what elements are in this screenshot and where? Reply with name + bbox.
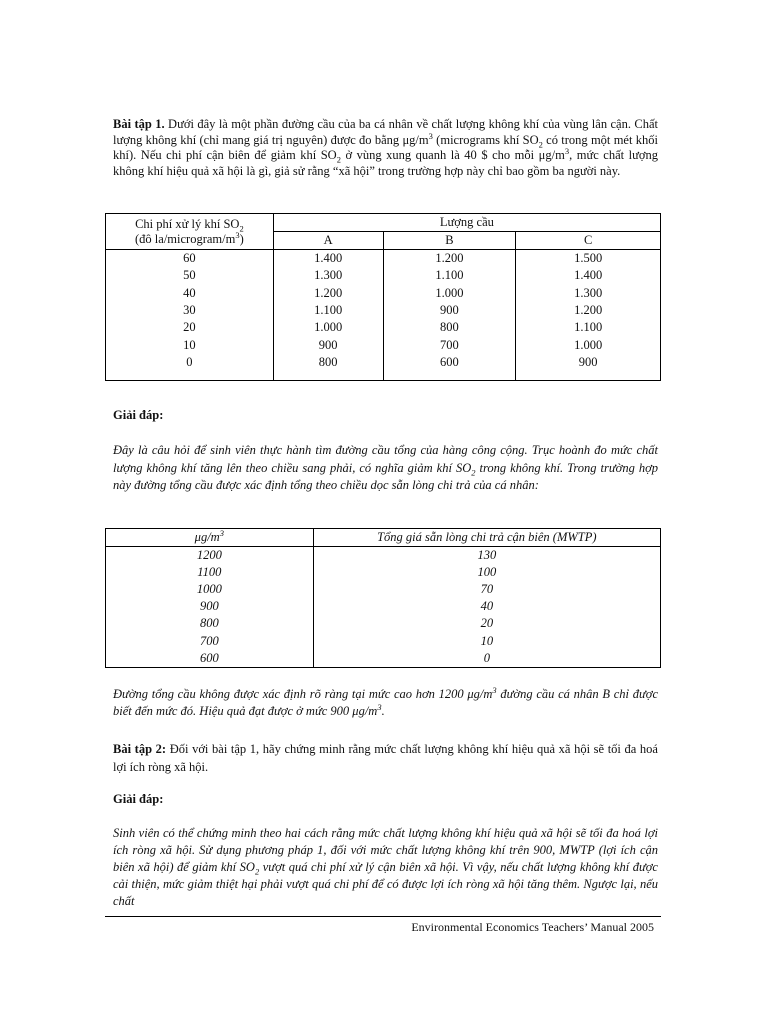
- exercise-1-label: Bài tập 1.: [113, 117, 165, 131]
- exercise-1-text: Bài tập 1. Dưới đây là một phần đường cầu của ba cá nhân về chất lượng không khí của vùng lân cận. Chất lượng không khí (chỉ mang giá trị nguyên) được đo bằng $\mu g/m^3$ (micrograms khí $SO_2$ có trong một mét khối khí). Nếu chi phí cận biên để giảm khí $SO_2$ ở vùng xung quanh là 40 $ cho mỗi $\mu g/m^3$, mức chất lượng không khí hiệu quả xã hội là gì, giả sử rằng “xã hội” trong trường hợp này chỉ bao gồm ba người này.: [113, 117, 658, 178]
- table-cell: 40: [106, 285, 274, 302]
- table-cell: 20: [106, 319, 274, 336]
- table-cell: 900: [383, 302, 516, 319]
- answer-1-heading: Giải đáp:: [113, 408, 164, 422]
- quantity-demanded-header: Lượng cầu: [273, 214, 660, 232]
- table-cell: 30: [106, 302, 274, 319]
- table-cell: 800: [273, 354, 383, 381]
- table-cell: 1.500: [516, 250, 661, 268]
- cost-column-header: Chi phí xử lý khí $SO_2$ (đô $la/microgram/m^3$): [106, 214, 274, 250]
- table-cell: 1.300: [273, 267, 383, 284]
- answer-2-heading: Giải đáp:: [113, 792, 164, 806]
- table-cell: 20: [313, 615, 660, 632]
- answer-2-text: Sinh viên có thể chứng minh theo hai cách rằng mức chất lượng không khí hiệu quả xã hội sẽ tối đa hoá lợi ích ròng xã hội. Sử dụng phương pháp 1, đối với mức chất lượng không khí trên 900, MWTP (lợi ích cận biên xã hội) để giảm khí $SO_2$ vượt quá chi phí xử lý cận biên xã hội. Vì vậy, nếu chất lượng không khí được cải thiện, mức giảm thiệt hại phải vượt quá chi phí để có được lợi ích ròng xã hội tăng thêm. Ngược lại, nếu chất: [113, 826, 658, 908]
- table-cell: 1000: [106, 581, 314, 598]
- table-cell: 1100: [106, 564, 314, 581]
- table-cell: 900: [106, 598, 314, 615]
- col-header-c: C: [516, 232, 661, 250]
- mwtp-header: Tổng giá sẵn lòng chi trả cận biên (MWTP): [313, 529, 660, 547]
- col-header-a: A: [273, 232, 383, 250]
- table-cell: 40: [313, 598, 660, 615]
- mwtp-table: [105, 528, 661, 668]
- answer-1-text: Đây là câu hỏi để sinh viên thực hành tìm đường cầu tổng của hàng công cộng. Trục hoành đo mức chất lượng không khí tăng lên theo chiều sang phải, có nghĩa giảm khí $SO_2$ trong không khí. Trong trường hợp này đường tổng cầu được xác định tổng theo chiều dọc sẵn lòng chi trả của cá nhân:: [113, 443, 658, 492]
- table-cell: 0: [106, 354, 274, 381]
- table-cell: 100: [313, 564, 660, 581]
- table-cell: 1.000: [516, 336, 661, 353]
- table-cell: 1.400: [516, 267, 661, 284]
- table-cell: 1.000: [383, 285, 516, 302]
- page-footer: Environmental Economics Teachers’ Manual 2005: [411, 920, 654, 934]
- table-cell: 10: [313, 632, 660, 649]
- exercise-2-label: Bài tập 2:: [113, 742, 167, 756]
- table-cell: 600: [106, 650, 314, 668]
- aggregate-demand-note: Đường tổng cầu không được xác định rõ ràng tại mức cao hơn 1200 $\mu g/m^3$ đường cầu cá nhân B chỉ được biết đến mức đó. Hiệu quả đạt được ở mức 900 $\mu g/m^3$.: [113, 684, 658, 718]
- table-cell: 50: [106, 267, 274, 284]
- table-cell: 700: [383, 336, 516, 353]
- table-cell: 700: [106, 632, 314, 649]
- table-cell: 800: [383, 319, 516, 336]
- table-cell: 1.100: [273, 302, 383, 319]
- ug-m3-header: $\mu g/m^3$: [106, 529, 314, 547]
- table-cell: 1.000: [273, 319, 383, 336]
- footer-divider: [105, 916, 661, 917]
- table-cell: 1.300: [516, 285, 661, 302]
- col-header-b: B: [383, 232, 516, 250]
- table-cell: 130: [313, 547, 660, 565]
- table-cell: 70: [313, 581, 660, 598]
- exercise-2-text: Bài tập 2: Đối với bài tập 1, hãy chứng minh rằng mức chất lượng không khí hiệu quả xã hội sẽ tối đa hoá lợi ích ròng xã hội.: [113, 742, 658, 774]
- table-cell: 1200: [106, 547, 314, 565]
- table-cell: 900: [273, 336, 383, 353]
- table-cell: 1.200: [383, 250, 516, 268]
- table-cell: 10: [106, 336, 274, 353]
- table-cell: 0: [313, 650, 660, 668]
- table-cell: 1.100: [516, 319, 661, 336]
- table-cell: 900: [516, 354, 661, 381]
- table-cell: 1.400: [273, 250, 383, 268]
- table-cell: 800: [106, 615, 314, 632]
- table-cell: 600: [383, 354, 516, 381]
- table-cell: 1.200: [273, 285, 383, 302]
- table-cell: 1.100: [383, 267, 516, 284]
- table-cell: 1.200: [516, 302, 661, 319]
- table-cell: 60: [106, 250, 274, 268]
- demand-table: [105, 213, 661, 381]
